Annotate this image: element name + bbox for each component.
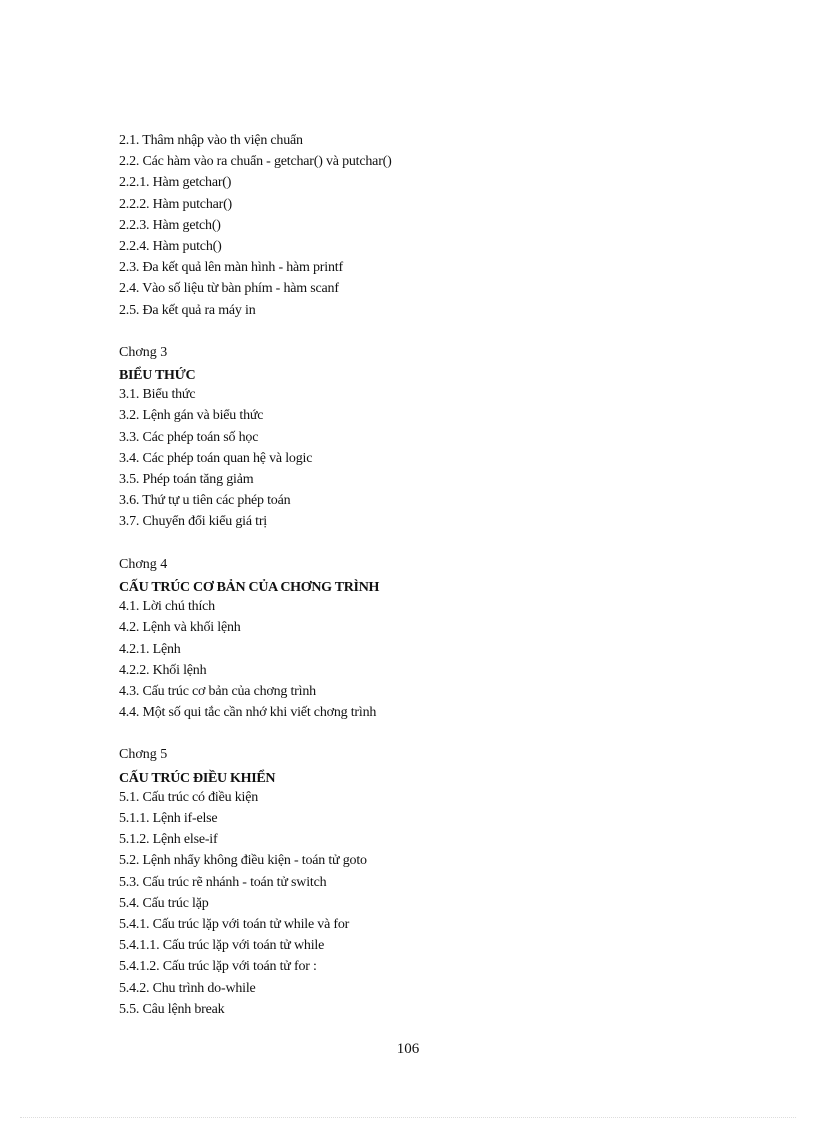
toc-entry: 3.5. Phép toán tăng giảm <box>119 472 254 487</box>
chapter-title: CẤU TRÚC ĐIỀU KHIỂN <box>119 770 276 786</box>
toc-entry: 2.2. Các hàm vào ra chuẩn - getchar() và putchar() <box>119 154 392 170</box>
toc-entry: 5.5. Câu lệnh break <box>119 1001 225 1017</box>
toc-entry: 5.1.1. Lệnh if-else <box>119 811 218 826</box>
toc-entry: 5.2. Lệnh nhẩy không điều kiện - toán tử goto <box>119 853 367 869</box>
page-number: 106 <box>396 1041 420 1057</box>
toc-entry: 3.4. Các phép toán quan hệ và logic <box>119 450 313 466</box>
toc-entry: 5.4.1. Cấu trúc lặp với toán tử while và for <box>119 916 350 932</box>
toc-entry: 5.1.2. Lệnh else-if <box>119 832 218 848</box>
toc-entry: 2.3. Đa kết quả lên màn hình - hàm printf <box>119 260 343 276</box>
toc-entry: 2.2.1. Hàm getchar() <box>119 175 232 191</box>
toc-entry: 2.2.4. Hàm putch() <box>119 238 222 254</box>
chapter-4-block <box>119 554 739 724</box>
chapter-title: CẤU TRÚC CƠ BẢN CỦA CHƠNG TRÌNH <box>119 579 380 595</box>
toc-entry: 4.2.2. Khối lệnh <box>119 662 207 678</box>
toc-entry: 5.4.1.1. Cấu trúc lặp với toán tử while <box>119 938 325 954</box>
toc-entry: 5.1. Cấu trúc có điều kiện <box>119 789 259 805</box>
chapter-5-block <box>119 744 739 1019</box>
toc-entry: 3.1. Biểu thức <box>119 387 196 403</box>
toc-entry: 2.1. Thâm nhập vào th viện chuẩn <box>119 133 303 148</box>
toc-entry: 2.5. Đa kết quả ra máy in <box>119 302 256 318</box>
toc-entry: 4.3. Cấu trúc cơ bản của chơng trình <box>119 683 316 699</box>
chapter-3-block <box>119 342 739 533</box>
chapter-label: Chơng 4 <box>119 556 168 572</box>
spacer <box>119 321 739 342</box>
toc-entry: 2.4. Vào số liệu từ bàn phím - hàm scanf <box>119 281 339 297</box>
toc-entry: 4.1. Lời chú thích <box>119 599 215 615</box>
toc-entry: 3.6. Thứ tự u tiên các phép toán <box>119 493 291 509</box>
chapter-title: BIỂU THỨC <box>119 368 196 384</box>
toc-entry: 2.2.3. Hàm getch() <box>119 217 221 233</box>
toc-entry: 4.2. Lệnh và khối lệnh <box>119 620 241 636</box>
spacer <box>119 723 739 744</box>
chapter-label: Chơng 5 <box>119 747 168 763</box>
toc-entry: 3.2. Lệnh gán và biểu thức <box>119 408 264 424</box>
toc-entry: 5.4.2. Chu trình do-while <box>119 980 256 996</box>
toc-entry: 4.4. Một số qui tắc cần nhớ khi viết chơng trình <box>119 705 377 721</box>
chapter-label: Chơng 3 <box>119 344 168 360</box>
table-of-contents <box>119 130 739 1020</box>
toc-entry: 3.3. Các phép toán số học <box>119 429 259 445</box>
footer-divider <box>20 1117 796 1118</box>
toc-entry: 2.2.2. Hàm putchar() <box>119 196 233 212</box>
section-2-list <box>119 130 739 321</box>
toc-entry: 5.3. Cấu trúc rẽ nhánh - toán tử switch <box>119 874 327 890</box>
toc-entry: 3.7. Chuyển đổi kiểu giá trị <box>119 514 267 530</box>
toc-entry: 4.2.1. Lệnh <box>119 641 181 657</box>
spacer <box>119 533 739 554</box>
toc-entry: 5.4. Cấu trúc lặp <box>119 895 209 911</box>
toc-entry: 5.4.1.2. Cấu trúc lặp với toán tử for : <box>119 959 317 975</box>
